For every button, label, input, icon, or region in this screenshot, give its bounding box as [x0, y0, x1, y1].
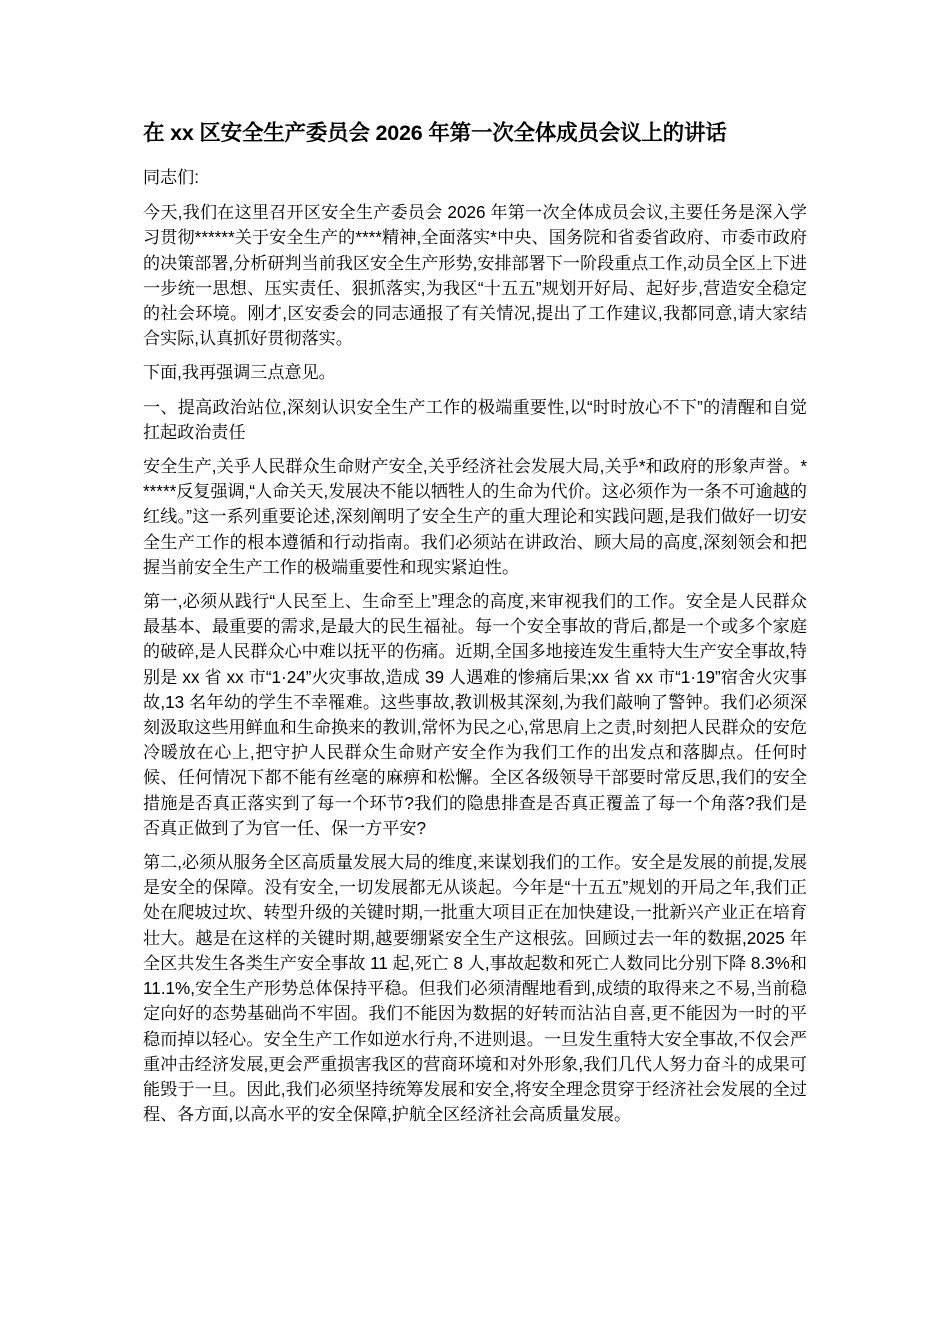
paragraph-point-two: 第二,必须从服务全区高质量发展大局的维度,来谋划我们的工作。安全是发展的前提,发展是安全的保障。没有安全,一切发展都无从谈起。今年是“十五五”规划的开局之年,我们正处在爬坡过坎、转型升级的关键时期,一批重大项目正在加快建设,一批新兴产业正在培育壮大。越是在这样的关键时期,越要绷紧安全生产这根弦。回顾过去一年的数据,2025 年全区共发生各类生产安全事故 11 起,死亡 8 人,事故起数和死亡人数同比分别下降 8.3%和 11.1%,安全生产形势总体保持平稳。但我们必须清醒地看到,成绩的取得来之不易,当前稳定向好的态势基础尚不牢固。我们不能因为数据的好转而沾沾自喜,更不能因为一时的平稳而掉以轻心。安全生产工作如逆水行舟,不进则退。一旦发生重特大安全事故,不仅会严重冲击经济发展,更会严重损害我区的营商环境和对外形象,我们几代人努力奋斗的成果可能毁于一旦。因此,我们必须坚持统筹发展和安全,将安全理念贯穿于经济社会发展的全过程、各方面,以高水平的安全保障,护航全区经济社会高质量发展。: [143, 853, 807, 1125]
paragraph-transition: 下面,我再强调三点意见。: [143, 363, 336, 383]
document-content: [143, 118, 807, 1127]
paragraph-section-one-intro: 安全生产,关乎人民群众生命财产安全,关乎经济社会发展大局,关乎*和政府的形象声誉。******反复强调,“人命关天,发展决不能以牺牲人的生命为代价。这必须作为一条不可逾越的红线。”这一系列重要论述,深刻阐明了安全生产的重大理论和实践问题,是我们做好一切安全生产工作的根本遵循和行动指南。我们必须站在讲政治、顾大局的高度,深刻领会和把握当前安全生产工作的极端重要性和现实紧迫性。: [143, 457, 807, 577]
section-one-heading: 一、提高政治站位,深刻认识安全生产工作的极端重要性,以“时时放心不下”的清醒和自觉扛起政治责任: [143, 397, 807, 442]
paragraph-opening: 今天,我们在这里召开区安全生产委员会 2026 年第一次全体成员会议,主要任务是深入学习贯彻******关于安全生产的****精神,全面落实*中央、国务院和省委省政府、市委市政府的决策部署,分析研判当前我区安全生产形势,安排部署下一阶段重点工作,动员全区上下进一步统一思想、压实责任、狠抓落实,为我区“十五五”规划开好局、起好步,营造安全稳定的社会环境。刚才,区安委会的同志通报了有关情况,提出了工作建议,我都同意,请大家结合实际,认真抓好贯彻落实。: [143, 203, 807, 349]
salutation: 同志们:: [143, 168, 200, 187]
paragraph-point-one: 第一,必须从践行“人民至上、生命至上”理念的高度,来审视我们的工作。安全是人民群众最基本、最重要的需求,是最大的民生福祉。每一个安全事故的背后,都是一个或多个家庭的破碎,是人民群众心中难以抚平的伤痛。近期,全国多地接连发生重特大生产安全事故,特别是 xx 省 xx 市“1·24”火灾事故,造成 39 人遇难的惨痛后果;xx 省 xx 市“1·19”宿舍火灾事故,13 名年幼的学生不幸罹难。这些事故,教训极其深刻,为我们敲响了警钟。我们必须深刻汲取这些用鲜血和生命换来的教训,常怀为民之心,常思肩上之责,时刻把人民群众的安危冷暖放在心上,把守护人民群众生命财产安全作为我们工作的出发点和落脚点。任何时候、任何情况下都不能有丝毫的麻痹和松懈。全区各级领导干部要时常反思,我们的安全措施是否真正落实到了每一个环节?我们的隐患排查是否真正覆盖了每一个角落?我们是否真正做到了为官一任、保一方平安?: [143, 592, 807, 838]
page-title: 在 xx 区安全生产委员会 2026 年第一次全体成员会议上的讲话: [143, 121, 727, 145]
